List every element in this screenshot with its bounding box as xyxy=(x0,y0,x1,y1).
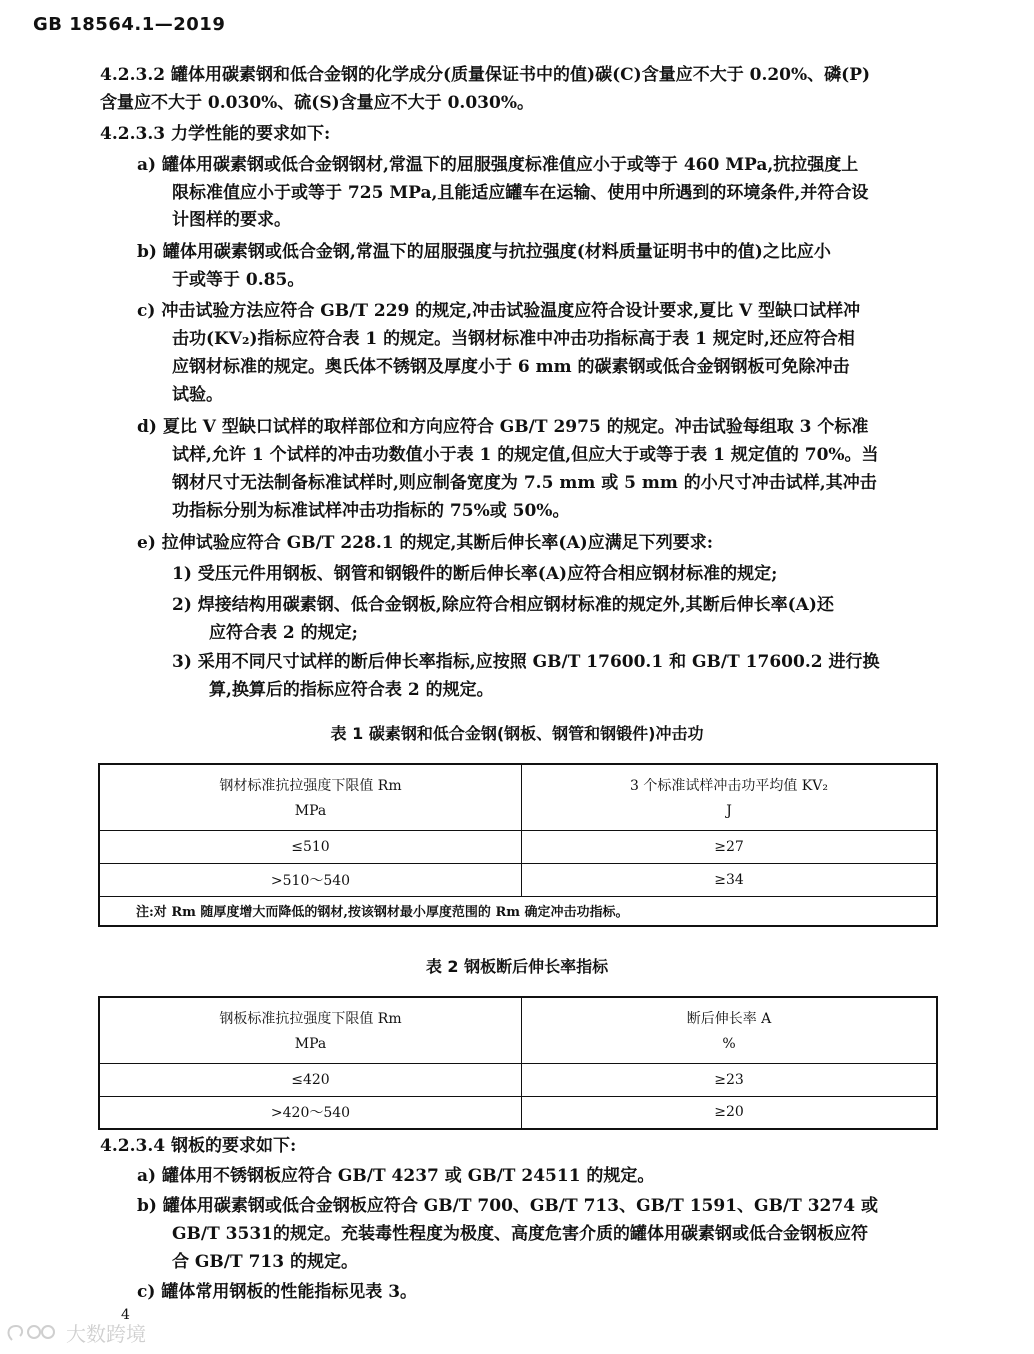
header-label: 钢材标准抗拉强度下限值 Rm xyxy=(219,778,402,795)
paragraph-line: 钢材尺寸无法制备标准试样时,则应制备宽度为 7.5 mm 或 5 mm 的小尺寸冲击试样,其冲击 xyxy=(172,473,877,493)
table2-header-value xyxy=(522,997,938,1063)
paragraph-line: b) 罐体用碳素钢或低合金钢板应符合 GB/T 700、GB/T 713、GB/T 1591、GB/T 3274 或 xyxy=(137,1196,878,1216)
watermark-text: 大数跨境 xyxy=(66,1322,146,1346)
paragraph-line: 功指标分别为标准试样冲击功指标的 75%或 50%。 xyxy=(172,501,570,521)
paragraph-line: c) 冲击试验方法应符合 GB/T 229 的规定,冲击试验温度应符合设计要求,夏比 V 型缺口试样冲 xyxy=(137,301,861,321)
table-row xyxy=(99,1096,937,1129)
table-row xyxy=(99,830,937,863)
header-unit: MPa xyxy=(294,1036,327,1053)
table1-note: 注:对 Rm 随厚度增大而降低的钢材,按该钢材最小厚度范围的 Rm 确定冲击功指标。 xyxy=(99,896,937,926)
paragraph-line: 2) 焊接结构用碳素钢、低合金钢板,除应符合相应钢材标准的规定外,其断后伸长率(A)还 xyxy=(172,595,834,615)
standard-header: GB 18564.1—2019 xyxy=(33,14,226,35)
table-row xyxy=(99,1063,937,1096)
header-unit: % xyxy=(722,1036,736,1053)
paragraph-line: 含量应不大于 0.030%、硫(S)含量应不大于 0.030%。 xyxy=(100,93,534,113)
cell-value: ≥27 xyxy=(522,830,938,863)
cell-value: ≥23 xyxy=(522,1063,938,1096)
table2-caption: 表 2 钢板断后伸长率指标 xyxy=(425,957,609,976)
paragraph-line: 应钢材标准的规定。奥氏体不锈钢及厚度小于 6 mm 的碳素钢或低合金钢钢板可免除冲击 xyxy=(172,357,850,377)
paragraph-line: 试样,允许 1 个试样的冲击功数值小于表 1 的规定值,但应大于或等于表 1 规定值的 70%。当 xyxy=(172,445,879,465)
paragraph-line: a) 罐体用碳素钢或低合金钢钢材,常温下的屈服强度标准值应小于或等于 460 MPa,抗拉强度上 xyxy=(137,155,859,175)
paragraph-line: 3) 采用不同尺寸试样的断后伸长率指标,应按照 GB/T 17600.1 和 GB/T 17600.2 进行换 xyxy=(172,652,880,672)
paragraph-line: 合 GB/T 713 的规定。 xyxy=(172,1252,358,1272)
cell-strength: >510～540 xyxy=(99,863,522,896)
cell-value: ≥20 xyxy=(522,1096,938,1129)
header-unit: MPa xyxy=(294,803,327,820)
table2 xyxy=(98,996,938,1130)
paragraph-line: GB/T 3531的规定。充装毒性程度为极度、高度危害介质的罐体用碳素钢或低合金钢板应符 xyxy=(172,1224,868,1244)
page-number: 4 xyxy=(121,1307,130,1323)
cell-strength: ≤510 xyxy=(99,830,522,863)
cell-strength: ≤420 xyxy=(99,1063,522,1096)
paragraph-line: b) 罐体用碳素钢或低合金钢,常温下的屈服强度与抗拉强度(材料质量证明书中的值)之比应小 xyxy=(137,242,831,262)
paragraph-line: 击功(KV₂)指标应符合表 1 的规定。当钢材标准中冲击功指标高于表 1 规定时,还应符合相 xyxy=(172,329,855,349)
paragraph-line: a) 罐体用不锈钢板应符合 GB/T 4237 或 GB/T 24511 的规定。 xyxy=(137,1166,655,1186)
cell-value: ≥34 xyxy=(522,863,938,896)
paragraph-line: 1) 受压元件用钢板、钢管和钢锻件的断后伸长率(A)应符合相应钢材标准的规定; xyxy=(172,564,778,584)
header-unit: J xyxy=(726,803,732,820)
paragraph-line: 限标准值应小于或等于 725 MPa,且能适应罐车在运输、使用中所遇到的环境条件,并符合设 xyxy=(172,183,869,203)
table1-header-value xyxy=(522,764,938,830)
watermark-logo-icon xyxy=(4,1320,60,1346)
header-label: 3 个标准试样冲击功平均值 KV₂ xyxy=(630,778,828,795)
paragraph-line: 4.2.3.2 罐体用碳素钢和低合金钢的化学成分(质量保证书中的值)碳(C)含量应不大于 0.20%、磷(P) xyxy=(100,65,871,85)
watermark xyxy=(4,1318,146,1347)
header-label: 断后伸长率 A xyxy=(686,1011,772,1028)
cell-strength: >420～540 xyxy=(99,1096,522,1129)
table1-header-strength xyxy=(99,764,522,830)
table-row xyxy=(99,863,937,896)
table2-header-strength xyxy=(99,997,522,1063)
paragraph-line: e) 拉伸试验应符合 GB/T 228.1 的规定,其断后伸长率(A)应满足下列要求: xyxy=(137,533,713,553)
paragraph-line: 试验。 xyxy=(172,385,223,405)
header-label: 钢板标准抗拉强度下限值 Rm xyxy=(219,1011,402,1028)
paragraph-line: d) 夏比 V 型缺口试样的取样部位和方向应符合 GB/T 2975 的规定。冲击试验每组取 3 个标准 xyxy=(137,417,869,437)
paragraph-line: 计图样的要求。 xyxy=(172,210,291,230)
paragraph-line: 4.2.3.4 钢板的要求如下: xyxy=(100,1136,297,1156)
paragraph-line: 应符合表 2 的规定; xyxy=(209,623,358,643)
paragraph-line: c) 罐体常用钢板的性能指标见表 3。 xyxy=(137,1282,418,1302)
table1 xyxy=(98,763,938,927)
paragraph-line: 于或等于 0.85。 xyxy=(172,270,305,290)
table1-caption: 表 1 碳素钢和低合金钢(钢板、钢管和钢锻件)冲击功 xyxy=(330,724,704,743)
paragraph-line: 算,换算后的指标应符合表 2 的规定。 xyxy=(209,680,494,700)
paragraph-line: 4.2.3.3 力学性能的要求如下: xyxy=(100,124,331,144)
